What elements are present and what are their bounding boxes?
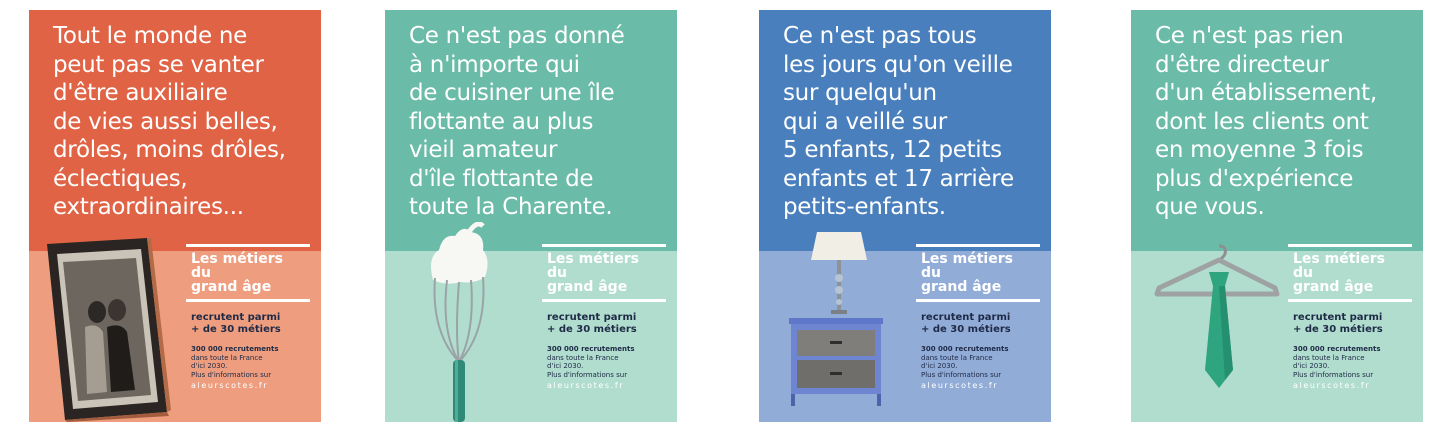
campaign-title: Les métiers du grand âge <box>921 251 1013 295</box>
campaign-subtitle: recrutent parmi + de 30 métiers <box>1293 312 1383 335</box>
campaign-subtitle: recrutent parmi + de 30 métiers <box>921 312 1011 335</box>
campaign-block <box>916 244 1040 390</box>
whisk-icon <box>425 222 495 422</box>
campaign-block <box>1288 244 1412 390</box>
poster-veille <box>759 10 1051 422</box>
campaign-website: aleurscotes.fr <box>547 381 625 391</box>
campaign-website: aleurscotes.fr <box>191 381 269 391</box>
poster-headline: Ce n'est pas rien d'être directeur d'un établissement, dont les clients ont en moyenne 3 fois plus d'expérience que vous. <box>1155 23 1377 220</box>
campaign-block <box>542 244 666 390</box>
campaign-block <box>186 244 310 390</box>
campaign-subtitle: recrutent parmi + de 30 métiers <box>547 312 637 335</box>
campaign-details: 300 000 recrutements dans toute la France d'ici 2030. Plus d'informations sur <box>921 345 1009 379</box>
photo-frame-icon <box>37 232 172 422</box>
campaign-details: 300 000 recrutements dans toute la France d'ici 2030. Plus d'informations sur <box>547 345 635 379</box>
campaign-website: aleurscotes.fr <box>921 381 999 391</box>
poster-headline: Tout le monde ne peut pas se vanter d'être auxiliaire de vies aussi belles, drôles, moins drôles, éclectiques, extraordinaires... <box>53 23 286 220</box>
poster-cuisine <box>385 10 677 422</box>
campaign-title: Les métiers du grand âge <box>547 251 639 295</box>
campaign-title: Les métiers du grand âge <box>1293 251 1385 295</box>
hanger-tie-icon <box>1153 242 1283 392</box>
campaign-details: 300 000 recrutements dans toute la France d'ici 2030. Plus d'informations sur <box>191 345 279 379</box>
campaign-details: 300 000 recrutements dans toute la France d'ici 2030. Plus d'informations sur <box>1293 345 1381 379</box>
poster-auxiliaire <box>29 10 321 422</box>
poster-directeur <box>1131 10 1423 422</box>
poster-headline: Ce n'est pas tous les jours qu'on veille sur quelqu'un qui a veillé sur 5 enfants, 12 petits enfants et 17 arrière petits-enfants. <box>783 23 1014 220</box>
campaign-title: Les métiers du grand âge <box>191 251 283 295</box>
campaign-subtitle: recrutent parmi + de 30 métiers <box>191 312 281 335</box>
campaign-website: aleurscotes.fr <box>1293 381 1371 391</box>
poster-headline: Ce n'est pas donné à n'importe qui de cuisiner une île flottante au plus vieil amateur d'île flottante de toute la Charente. <box>409 23 625 220</box>
lamp-nightstand-icon <box>785 230 890 410</box>
